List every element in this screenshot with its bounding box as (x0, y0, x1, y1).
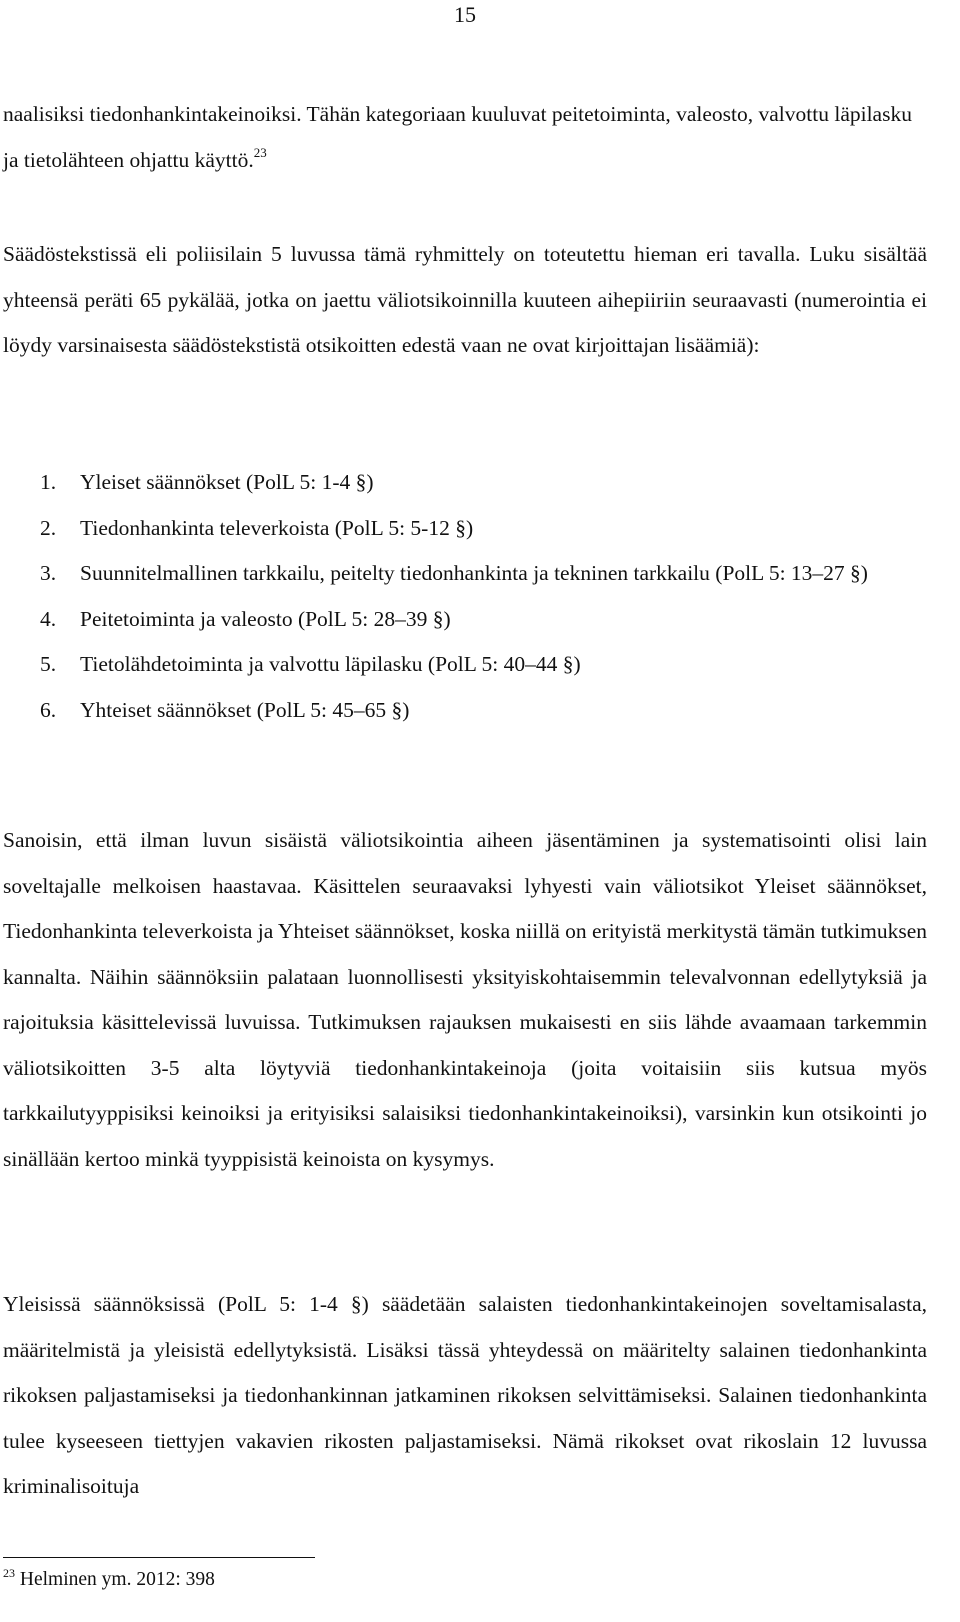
footnote (3, 1568, 215, 1592)
paragraph-4: Yleisissä säännöksissä (PolL 5: 1-4 §) säädetään salaisten tiedonhankintakeinojen soveltamisalasta, määritelmistä ja yleisistä edellytyksistä. Lisäksi tässä yhteydessä on määritelty salainen tiedonhankinta rikoksen paljastamiseksi ja tiedonhankinnan jatkaminen rikoksen selvittämiseksi. Salainen tiedonhankinta tulee kyseeseen tiettyjen vakavien rikosten paljastamiseksi. Nämä rikokset ovat rikoslain 12 luvussa kriminalisoituja (3, 1292, 927, 1498)
paragraph-1 (3, 92, 927, 183)
list-item-number: 3. (40, 561, 57, 585)
page-number: 15 (454, 2, 476, 27)
list-item (40, 460, 932, 506)
list-item-number: 1. (40, 470, 57, 494)
footnote-number: 23 (3, 1566, 15, 1580)
list-item-number: 6. (40, 697, 57, 722)
paragraph-1-text: naalisiksi tiedonhankintakeinoiksi. Tähän kategoriaan kuuluvat peitetoiminta, valeosto, valvottu läpilasku ja tietolähteen ohjattu käyttö. (3, 102, 912, 172)
footnote-divider (3, 1557, 315, 1558)
list-item (40, 551, 932, 597)
list-item (40, 642, 932, 688)
paragraph-3: Sanoisin, että ilman luvun sisäistä väliotsikointia aiheen jäsentäminen ja systematisointi olisi lain soveltajalle melkoisen haastavaa. Käsittelen seuraavaksi lyhyesti vain väliotsikot Yleiset säännökset, Tiedonhankinta televerkoista ja Yhteiset säännökset, koska niillä on erityistä merkitystä tämän tutkimuksen kannalta. Näihin säännöksiin palataan luonnollisesti yksityiskohtaisemmin televalvonnan edellytyksiä ja rajoituksia käsittelevissä luvuissa. Tutkimuksen rajauksen mukaisesti en siis lähde avaamaan tarkemmin väliotsikoitten 3-5 alta löytyviä tiedonhankintakeinoja (joita voitaisiin siis kutsua myös tarkkailutyyppisiksi keinoiksi ja erityisiksi salaisiksi tiedonhankintakeinoiksi), varsinkin kun otsikointi jo sinällään kertoo minkä tyyppisistä keinoista on kysymys. (3, 828, 927, 1171)
chapter-outline-list (40, 460, 932, 733)
list-item (40, 688, 932, 734)
list-item-number: 5. (40, 652, 57, 676)
footnote-ref: 23 (253, 144, 267, 160)
list-item-text: Tietolähdetoiminta ja valvottu läpilasku (PolL 5: 40–44 §) (80, 652, 581, 676)
list-item-number: 4. (40, 606, 57, 631)
list-item (40, 597, 932, 643)
list-item-text: Tiedonhankinta televerkoista (PolL 5: 5-12 §) (80, 515, 474, 540)
paragraph-2: Säädöstekstissä eli poliisilain 5 luvussa tämä ryhmittely on toteutettu hieman eri tavalla. Luku sisältää yhteensä peräti 65 pykälää, jotka on jaettu väliotsikoinnilla kuuteen aihepiiriin seuraavasti (numerointia ei löydy varsinaisesta säädöstekstistä otsikoitten edestä vaan ne ovat kirjoittajan lisäämiä): (3, 242, 927, 357)
list-item-text: Yleiset säännökset (PolL 5: 1-4 §) (80, 470, 374, 494)
list-item-number: 2. (40, 515, 57, 540)
list-item-text: Yhteiset säännökset (PolL 5: 45–65 §) (80, 697, 410, 722)
list-item-text: Suunnitelmallinen tarkkailu, peitelty tiedonhankinta ja tekninen tarkkailu (PolL 5: 13–27 §) (80, 561, 868, 585)
list-item-text: Peitetoiminta ja valeosto (PolL 5: 28–39 §) (80, 606, 451, 631)
footnote-text: Helminen ym. 2012: 398 (15, 1569, 215, 1590)
list-item (40, 506, 932, 552)
